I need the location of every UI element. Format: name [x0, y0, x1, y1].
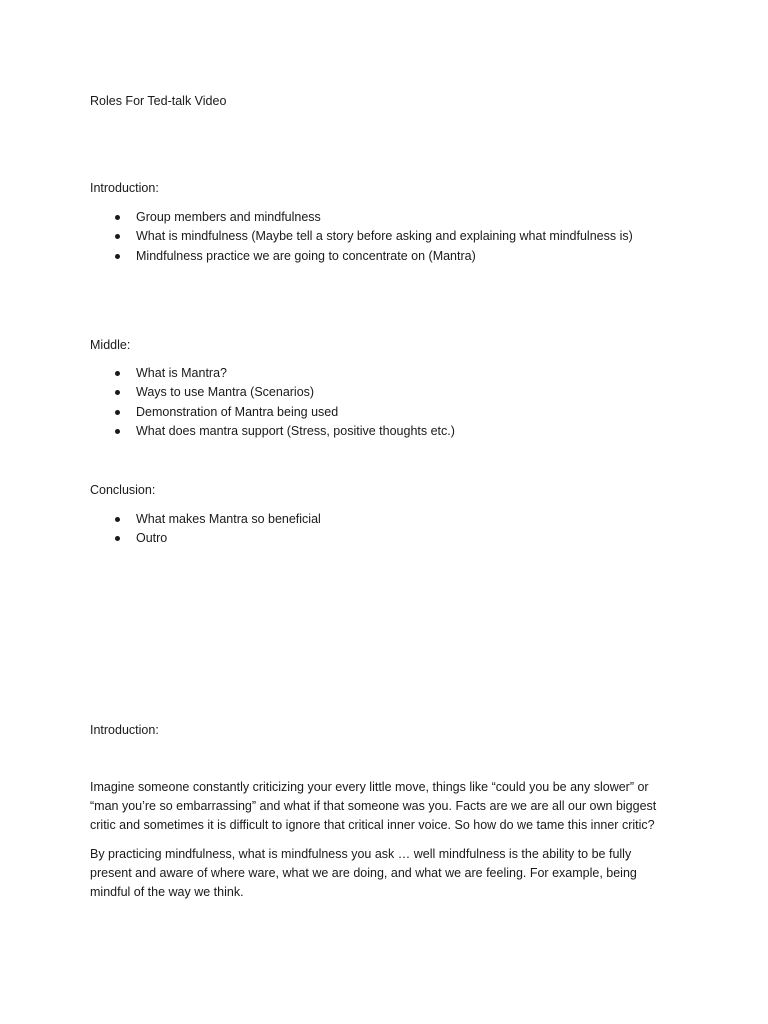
outline-conclusion-heading: Conclusion:	[90, 483, 156, 497]
bullet-icon	[115, 234, 120, 239]
bullet-icon	[115, 390, 120, 395]
script-paragraph-2	[90, 845, 690, 902]
bullet-icon	[115, 254, 120, 259]
outline-middle-list	[90, 364, 455, 441]
paragraph-line: “man you’re so embarrassing” and what if that someone was you. Facts are we are all our own biggest	[90, 799, 657, 813]
list-item: Outro	[90, 529, 321, 548]
script-paragraph-1	[90, 778, 690, 835]
paragraph-line: mindful of the way we think.	[90, 885, 244, 899]
list-item: Demonstration of Mantra being used	[90, 403, 455, 422]
list-item: Ways to use Mantra (Scenarios)	[90, 383, 455, 402]
list-item: Mindfulness practice we are going to concentrate on (Mantra)	[90, 247, 633, 266]
bullet-icon	[115, 517, 120, 522]
bullet-icon	[115, 371, 120, 376]
paragraph-line: Imagine someone constantly criticizing your every little move, things like “could you be any slower” or	[90, 780, 649, 794]
document-title: Roles For Ted-talk Video	[90, 94, 227, 108]
list-item: What makes Mantra so beneficial	[90, 510, 321, 529]
outline-introduction-heading: Introduction:	[90, 181, 159, 195]
paragraph-line: critic and sometimes it is difficult to ignore that critical inner voice. So how do we tame this inner critic?	[90, 818, 655, 832]
outline-introduction-list	[90, 208, 633, 266]
outline-conclusion-list	[90, 510, 321, 549]
bullet-icon	[115, 536, 120, 541]
outline-middle-heading: Middle:	[90, 338, 131, 352]
list-item: Group members and mindfulness	[90, 208, 633, 227]
paragraph-line: present and aware of where ware, what we are doing, and what we are feeling. For example, being	[90, 866, 637, 880]
paragraph-line: By practicing mindfulness, what is mindfulness you ask … well mindfulness is the ability to be fully	[90, 847, 632, 861]
list-item: What is mindfulness (Maybe tell a story before asking and explaining what mindfulness is)	[90, 227, 633, 246]
bullet-icon	[115, 215, 120, 220]
list-item: What does mantra support (Stress, positive thoughts etc.)	[90, 422, 455, 441]
script-introduction-heading: Introduction:	[90, 723, 159, 737]
bullet-icon	[115, 410, 120, 415]
list-item: What is Mantra?	[90, 364, 455, 383]
bullet-icon	[115, 429, 120, 434]
